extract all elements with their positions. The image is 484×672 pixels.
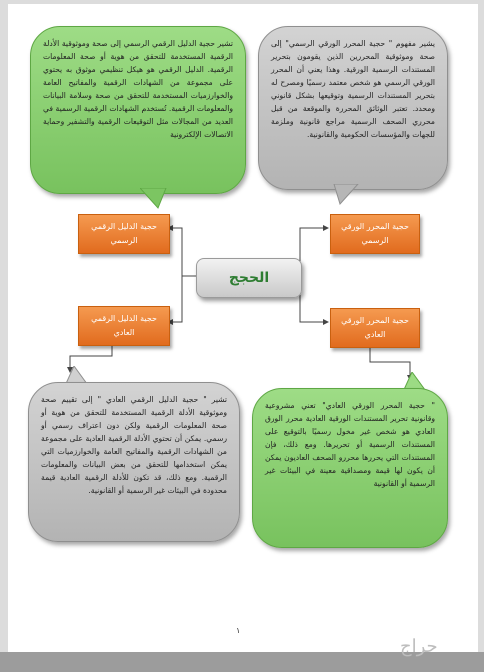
box-official-digital-label: حجية الدليل الرقمي الرسمي [91, 222, 157, 245]
callout-official-paper-text: يشير مفهوم " حجية المحرر الورقي الرسمي" إلى صحة وموثوقية المحررين الذين يقومون بتحرير المستندات الرسمية الورقية. وهذا يعني أن المحرر الورقي الرسمي هو شخص معتمد رسميًا ومصرح له بتحرير المستندات الرسمية وتوقيعها بشكل قانوني ومحدد. تعتبر الوثائق المحررة والموقعة من قبل محرري الصحف الرسمية مراجع قانونية وملزمة للجهات والمؤسسات الحكومية والقانونية. [271, 39, 435, 139]
callout-ordinary-paper [252, 388, 448, 548]
box-official-paper [330, 214, 420, 254]
callout-tail [330, 184, 360, 206]
box-ordinary-paper-label: حجية المحرر الورقي العادي [341, 316, 409, 339]
watermark-logo: حراج [400, 636, 438, 657]
page-number: ١ [236, 626, 241, 635]
callout-official-digital-text: تشير حجية الدليل الرقمي الرسمي إلى صحة وموثوقية الأدلة الرقمية المستخدمة للتحقق من هوية أو صحة المعلومات الرقمية. الدليل الرقمي هو هيكل تنظيمي موثوق به يحتوي على مجموعة من الشهادات الرقمية والمفاتيح العامة والخوارزميات المستخدمة للتحقق من صحة وسلامة البيانات والمعلومات الرقمية. تُستخدم الشهادات الرقمية الرسمية في العديد من المجالات مثل التوقيعات الرقمية والتشفير وحماية الاتصالات الإلكترونية [43, 39, 233, 139]
connector-official-paper [300, 228, 328, 276]
callout-tail [140, 188, 170, 210]
callout-official-digital [30, 26, 246, 194]
box-ordinary-digital-label: حجية الدليل الرقمي العادي [91, 314, 157, 337]
callout-ordinary-digital [28, 382, 240, 542]
box-official-paper-label: حجية المحرر الورقي الرسمي [341, 222, 409, 245]
center-node [196, 258, 302, 298]
callout-ordinary-paper-text: " حجية المحرر الورقي العادي" تعني مشروعية وقانونية تحرير المستندات الورقية العادية محرر الورق العادي هو شخص غير مخول رسميًا بالتوقيع على المستندات الرسمية أو تحريرها. ومع ذلك، فإن المستندات التي يحررها محررو الصحف العاديون يمكن أن يكون لها قيمة ومصداقية معينة في البيئات غير الرسمية أو القانونية [265, 401, 435, 488]
callout-ordinary-digital-text: تشير " حجية الدليل الرقمي العادي " إلى تقييم صحة وموثوقية الأدلة الرقمية المستخدمة للتحقق من هوية أو صحة المعلومات الرقمية ولكن دون اعتراف رسمي أو رسمي. يمكن أن تحتوي الأدلة الرقمية العادية على مجموعة من الشهادات الرقمية والمفاتيح العامة والخوارزميات التي يمكن استخدامها للتحقق من بعض البيانات والمعلومات الرقمية. ومع ذلك، قد تكون للأدلة الرقمية العادية قيمة محدودة في البيئات غير الرسمية أو القانونية. [41, 395, 227, 495]
connector-ordinary-paper [300, 276, 328, 322]
box-ordinary-digital [78, 306, 170, 346]
box-ordinary-paper [330, 308, 420, 348]
connector-ordinary-digital [168, 276, 196, 322]
center-title: الحجج [228, 270, 270, 286]
connector-official-digital [168, 228, 196, 276]
callout-official-paper [258, 26, 448, 190]
box-official-digital [78, 214, 170, 254]
